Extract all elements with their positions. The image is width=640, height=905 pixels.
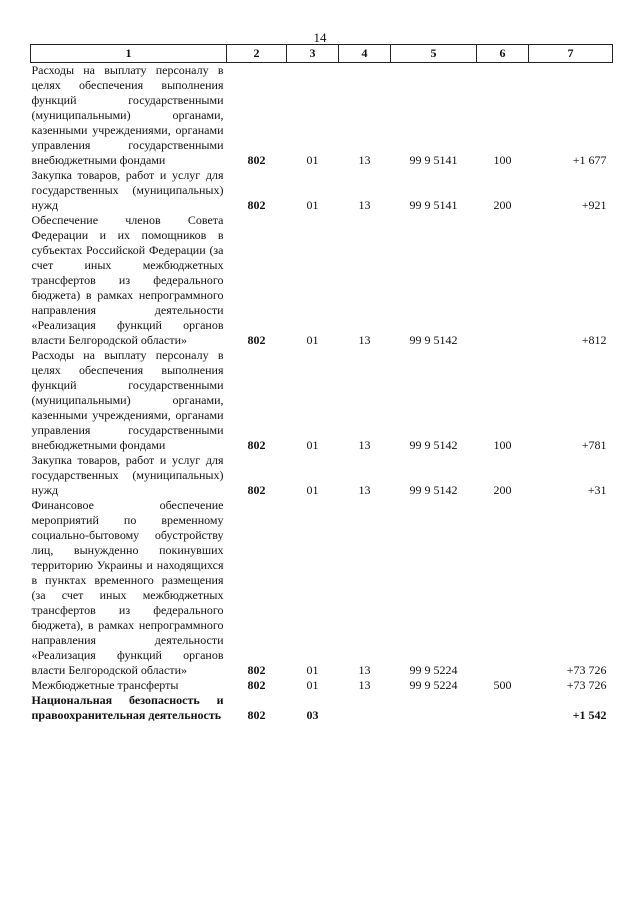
cell-section: 01 (306, 153, 319, 167)
table-row (31, 348, 613, 453)
row-name: Национальная безопасность и правоохранительная деятельность (31, 693, 224, 722)
row-name: Расходы на выплату персоналу в целях обеспечения выполнения функций государственными (муниципальными) органами, казенными учреждениями, органами управления государственными внебюджетными фондами (31, 63, 224, 167)
table-row (31, 453, 613, 498)
cell-expense-type: 200 (493, 483, 512, 497)
col-header-6: 6 (477, 45, 529, 63)
cell-amount: +73 726 (566, 663, 607, 677)
cell-target-article: 99 9 5141 (409, 153, 458, 167)
cell-section: 01 (306, 663, 319, 677)
cell-section: 01 (306, 438, 319, 452)
cell-section: 01 (306, 333, 319, 347)
cell-admin-code: 802 (247, 153, 266, 167)
table-row (31, 213, 613, 348)
cell-subsection: 13 (358, 198, 371, 212)
cell-subsection (339, 693, 391, 723)
cell-section: 01 (306, 483, 319, 497)
cell-section: 01 (306, 198, 319, 212)
page-number: 14 (313, 30, 327, 45)
cell-expense-type: 100 (493, 153, 512, 167)
cell-amount: +31 (587, 483, 607, 497)
cell-amount: +73 726 (566, 678, 607, 692)
cell-target-article: 99 9 5141 (409, 198, 458, 212)
cell-section: 01 (306, 678, 319, 692)
cell-expense-type (477, 693, 529, 723)
row-name: Закупка товаров, работ и услуг для государственных (муниципальных) нужд (31, 168, 224, 212)
cell-target-article: 99 9 5142 (409, 438, 458, 452)
col-header-7: 7 (529, 45, 613, 63)
cell-admin-code: 802 (247, 678, 266, 692)
row-name: Расходы на выплату персоналу в целях обеспечения выполнения функций государственными (муниципальными) органами, казенными учреждениями, органами управления государственными внебюджетными фондами (31, 348, 224, 452)
cell-admin-code: 802 (247, 663, 266, 677)
table-row (31, 63, 613, 169)
table-row (31, 498, 613, 678)
table-row (31, 693, 613, 723)
header-row (31, 45, 613, 63)
table-row (31, 678, 613, 693)
col-header-3: 3 (287, 45, 339, 63)
cell-expense-type: 100 (493, 438, 512, 452)
cell-amount: +921 (581, 198, 607, 212)
cell-subsection: 13 (358, 438, 371, 452)
cell-amount: +781 (581, 438, 607, 452)
cell-admin-code: 802 (247, 438, 266, 452)
col-header-2: 2 (227, 45, 287, 63)
cell-amount: +812 (581, 333, 607, 347)
col-header-5: 5 (391, 45, 477, 63)
row-name: Межбюджетные трансферты (31, 678, 179, 692)
budget-table (30, 44, 613, 723)
col-header-4: 4 (339, 45, 391, 63)
cell-subsection: 13 (358, 678, 371, 692)
cell-admin-code: 802 (247, 708, 266, 722)
cell-subsection: 13 (358, 663, 371, 677)
cell-amount: +1 677 (572, 153, 607, 167)
cell-subsection: 13 (358, 333, 371, 347)
cell-admin-code: 802 (247, 198, 266, 212)
row-name: Финансовое обеспечение мероприятий по временному социально-бытовому обустройству лиц, вынужденно покинувших территорию Украины и находящихся в пунктах временного размещения (за счет иных межбюджетных трансфертов из федерального бюджета), в рамках непрограммного направления деятельности «Реализация функций органов власти Белгородской области» (31, 498, 224, 677)
col-header-1: 1 (31, 45, 227, 63)
cell-target-article: 99 9 5224 (409, 678, 458, 692)
row-name: Обеспечение членов Совета Федерации и их помощников в субъектах Российской Федерации (за счет иных межбюджетных трансфертов из федерального бюджета) в рамках непрограммного направления деятельности «Реализация функций органов власти Белгородской области» (31, 213, 224, 347)
cell-subsection: 13 (358, 483, 371, 497)
row-name: Закупка товаров, работ и услуг для государственных (муниципальных) нужд (31, 453, 224, 497)
cell-target-article: 99 9 5142 (409, 333, 458, 347)
cell-expense-type (477, 498, 529, 678)
cell-target-article (391, 693, 477, 723)
cell-target-article: 99 9 5224 (409, 663, 458, 677)
cell-expense-type: 200 (493, 198, 512, 212)
cell-admin-code: 802 (247, 333, 266, 347)
cell-admin-code: 802 (247, 483, 266, 497)
cell-target-article: 99 9 5142 (409, 483, 458, 497)
table-row (31, 168, 613, 213)
cell-section: 03 (306, 708, 319, 722)
cell-expense-type (477, 213, 529, 348)
cell-subsection: 13 (358, 153, 371, 167)
cell-expense-type: 500 (493, 678, 512, 692)
cell-amount: +1 542 (572, 708, 607, 722)
